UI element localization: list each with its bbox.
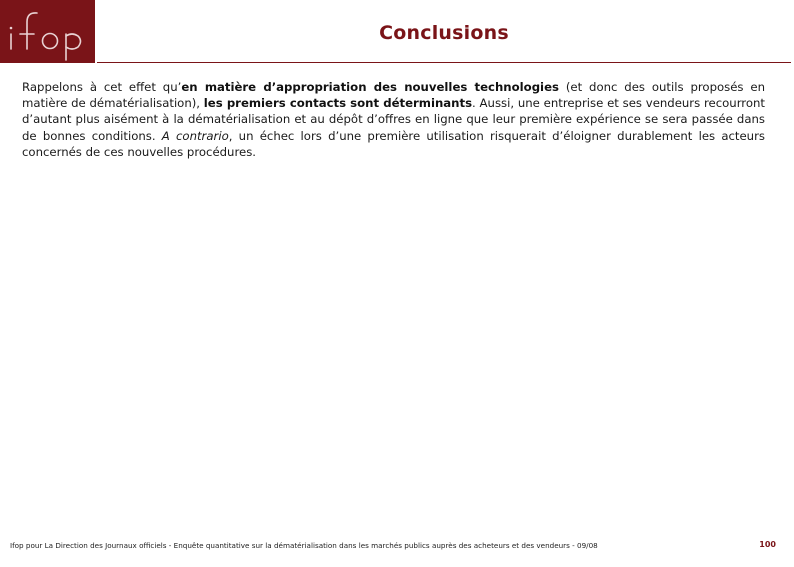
body-emphasis-technologies: en matière d’appropriation des nouvelles technologies	[181, 80, 559, 94]
body-text-segment: , un échec lors d’une première utilisation risquerait d’éloigner durablement les acteurs concernés de ces nouvelles procédures.	[22, 128, 765, 159]
footer-source-note: Ifop pour La Direction des Journaux officiels - Enquête quantitative sur la dématérialisation dans les marchés publics auprès des acheteurs et des vendeurs - 09/08	[10, 541, 598, 550]
body-emphasis-contacts: les premiers contacts sont déterminants	[203, 96, 473, 111]
title-divider	[97, 62, 791, 63]
page-number: 100	[759, 540, 776, 549]
body-text-segment: . Aussi, une entreprise et ses vendeurs recourront d’autant plus aisément à la dématérialisation et au dépôt d’offres en ligne que leur première expérience se sera passée dans de bonnes conditions.	[22, 96, 765, 143]
body-italic-a-contrario: A contrario	[161, 128, 229, 143]
body-text-segment: (et donc des outils proposés en matière de dématérialisation),	[22, 80, 765, 111]
conclusion-paragraph	[22, 79, 765, 160]
ifop-logo-mark	[0, 0, 95, 63]
body-text-segment: Rappelons à cet effet qu’	[22, 80, 182, 94]
ifop-logo	[0, 0, 95, 63]
page-title: Conclusions	[379, 22, 509, 44]
